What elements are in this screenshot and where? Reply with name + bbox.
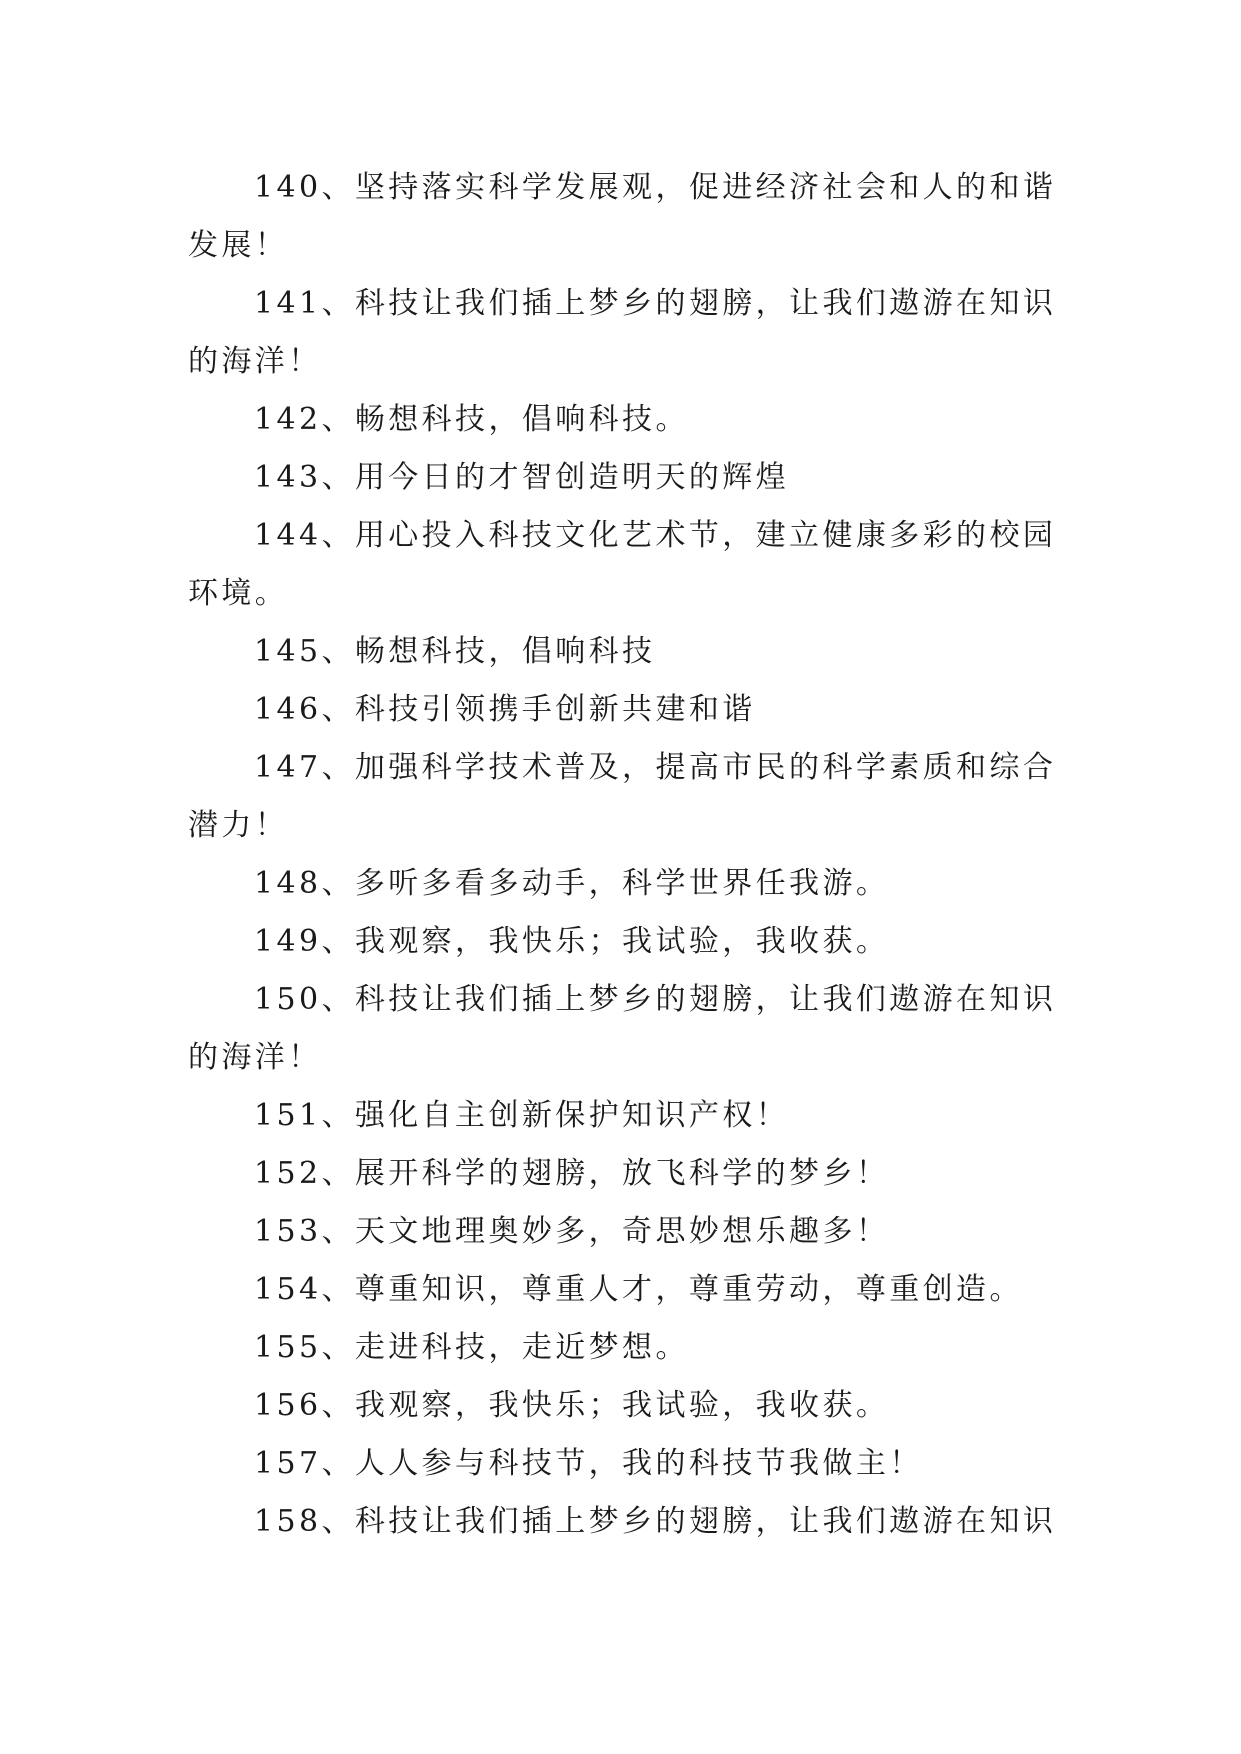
- slogan-paragraph-155: 155、走进科技，走近梦想。: [254, 1330, 689, 1365]
- slogan-paragraph-150: 150、科技让我们插上梦乡的翅膀，让我们遨游在知识的海洋！: [188, 982, 1057, 1075]
- slogan-paragraph-143: 143、用今日的才智创造明天的辉煌: [254, 460, 790, 495]
- slogan-paragraph-153: 153、天文地理奥妙多，奇思妙想乐趣多！: [254, 1214, 890, 1249]
- slogan-paragraph-156: 156、我观察，我快乐；我试验，我收获。: [254, 1388, 890, 1423]
- slogan-paragraph-151: 151、强化自主创新保护知识产权！: [254, 1098, 790, 1133]
- document-body: [188, 159, 1058, 1551]
- slogan-paragraph-154: 154、尊重知识，尊重人才，尊重劳动，尊重创造。: [254, 1272, 1023, 1307]
- slogan-paragraph-144: 144、用心投入科技文化艺术节，建立健康多彩的校园环境。: [188, 518, 1057, 611]
- slogan-paragraph-149: 149、我观察，我快乐；我试验，我收获。: [254, 924, 890, 959]
- slogan-paragraph-152: 152、展开科学的翅膀，放飞科学的梦乡！: [254, 1156, 890, 1191]
- slogan-paragraph-147: 147、加强科学技术普及，提高市民的科学素质和综合潜力！: [188, 750, 1057, 843]
- slogan-paragraph-141: 141、科技让我们插上梦乡的翅膀，让我们遨游在知识的海洋！: [188, 286, 1057, 379]
- slogan-paragraph-146: 146、科技引领携手创新共建和谐: [254, 692, 756, 727]
- slogan-paragraph-158: 158、科技让我们插上梦乡的翅膀，让我们遨游在知识: [254, 1504, 1057, 1539]
- slogan-paragraph-145: 145、畅想科技，倡响科技: [254, 634, 656, 669]
- slogan-paragraph-140: 140、坚持落实科学发展观，促进经济社会和人的和谐发展！: [188, 170, 1057, 263]
- slogan-paragraph-148: 148、多听多看多动手，科学世界任我游。: [254, 866, 890, 901]
- slogan-paragraph-157: 157、人人参与科技节，我的科技节我做主！: [254, 1446, 923, 1481]
- slogan-paragraph-142: 142、畅想科技，倡响科技。: [254, 402, 689, 437]
